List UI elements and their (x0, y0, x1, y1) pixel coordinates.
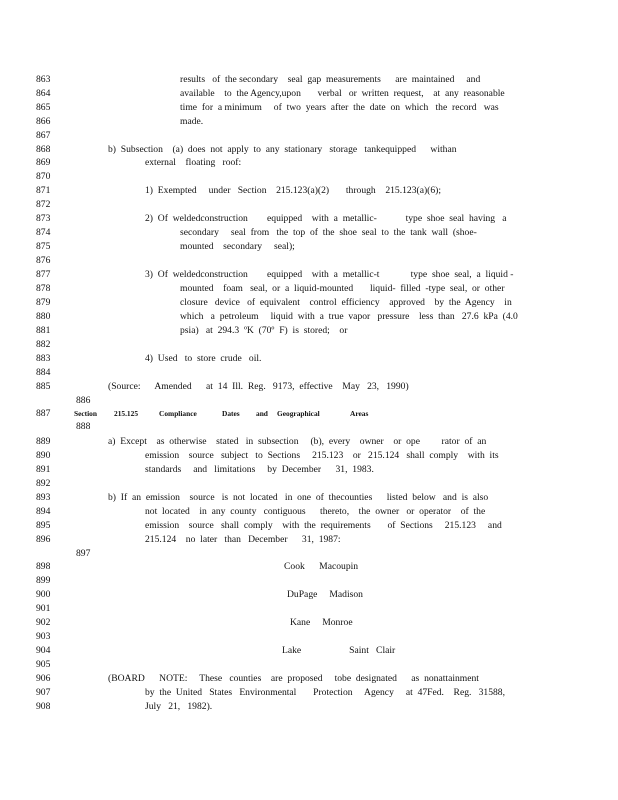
document-text-line: (BOARD NOTE: These counties are proposed tobe designated as nonattainment (108, 673, 479, 684)
document-text-line: made. (180, 116, 204, 127)
line-number: 904 (36, 645, 51, 656)
section-label: Section (74, 409, 97, 418)
document-text-line: secondary seal from the top of the shoe seal to the tank wall (shoe- (180, 227, 477, 238)
line-number: 890 (36, 450, 51, 461)
document-text-line: b) Subsection (a) does not apply to any stationary storage tankequipped withan (108, 144, 457, 155)
line-number: 888 (76, 421, 91, 432)
document-text-line: (Source: Amended at 14 Ill. Reg. 9173, effective May 23, 1990) (108, 381, 409, 392)
document-text-line: emission source shall comply with the requirements of Sections 215.123 and (145, 520, 502, 531)
line-number: 875 (36, 241, 51, 252)
line-number: 884 (36, 367, 51, 378)
line-number: 873 (36, 213, 51, 224)
document-text-line: by the United States Environmental Protection Agency at 47Fed. Reg. 31588, (145, 687, 505, 698)
line-number: 889 (36, 436, 51, 447)
section-title-word: and (256, 409, 268, 418)
line-number: 872 (36, 199, 51, 210)
line-number: 881 (36, 325, 51, 336)
document-text-line: Cook Macoupin (284, 561, 359, 572)
line-number: 908 (36, 701, 51, 712)
line-number: 869 (36, 157, 51, 168)
document-text-line: standards and limitations by December 31, 1983. (145, 464, 374, 475)
document-text-line: July 21, 1982). (145, 701, 213, 712)
line-number: 868 (36, 144, 51, 155)
document-text-line: a) Except as otherwise stated in subsection (b), every owner or ope rator of an (108, 436, 487, 447)
line-number: 891 (36, 464, 51, 475)
line-number: 887 (36, 408, 51, 419)
section-title-word: Compliance (159, 409, 197, 418)
line-number: 876 (36, 255, 51, 266)
document-text-line: Lake Saint Clair (282, 645, 396, 656)
document-text-line: time for a minimum of two years after the date on which the record was (180, 102, 499, 113)
line-number: 877 (36, 269, 51, 280)
line-number: 906 (36, 673, 51, 684)
line-number: 874 (36, 227, 51, 238)
line-number: 899 (36, 575, 51, 586)
line-number: 871 (36, 185, 51, 196)
line-number: 883 (36, 353, 51, 364)
document-text-line: results of the secondary seal gap measurements are maintained and (180, 74, 481, 85)
line-number: 903 (36, 631, 51, 642)
section-title-word: Areas (350, 409, 369, 418)
line-number: 863 (36, 74, 51, 85)
line-number: 893 (36, 492, 51, 503)
document-text-line: b) If an emission source is not located in one of thecounties listed below and is also (108, 492, 489, 503)
line-number: 867 (36, 130, 51, 141)
line-number: 865 (36, 102, 51, 113)
document-text-line: external floating roof: (145, 157, 242, 168)
document-text-line: not located in any county contiguous thereto, the owner or operator of the (145, 506, 486, 517)
line-number: 894 (36, 506, 51, 517)
document-text-line: 2) Of weldedconstruction equipped with a metallic- type shoe seal having a (145, 213, 507, 224)
line-number: 895 (36, 520, 51, 531)
section-number: 215.125 (114, 409, 139, 418)
line-number: 864 (36, 88, 51, 99)
section-title-word: Geographical (277, 409, 320, 418)
document-text-line: Kane Monroe (290, 617, 353, 628)
document-text-line: closure device of equivalent control efficiency approved by the Agency in (180, 297, 512, 308)
line-number: 880 (36, 311, 51, 322)
line-number: 897 (76, 548, 91, 559)
line-number: 882 (36, 339, 51, 350)
line-number: 905 (36, 659, 51, 670)
line-number: 879 (36, 297, 51, 308)
line-number: 898 (36, 561, 51, 572)
document-text-line: available to the Agency,upon verbal or written request, at any reasonable (180, 88, 505, 99)
document-text-line: 4) Used to store crude oil. (145, 353, 262, 364)
line-number: 892 (36, 478, 51, 489)
document-text-line: emission source subject to Sections 215.123 or 215.124 shall comply with its (145, 450, 499, 461)
document-text-line: mounted foam seal, or a liquid-mounted liquid- filled -type seal, or other (180, 283, 505, 294)
line-number: 902 (36, 617, 51, 628)
line-number: 896 (36, 534, 51, 545)
document-text-line: DuPage Madison (287, 589, 363, 600)
line-number: 901 (36, 603, 51, 614)
line-number: 885 (36, 381, 51, 392)
line-number: 870 (36, 171, 51, 182)
document-text-line: 1) Exempted under Section 215.123(a)(2) through 215.123(a)(6); (145, 185, 442, 196)
document-text-line: 215.124 no later than December 31, 1987: (145, 534, 341, 545)
section-title-word: Dates (222, 409, 240, 418)
document-text-line: mounted secondary seal); (180, 241, 295, 252)
line-number: 886 (76, 395, 91, 406)
line-number: 866 (36, 116, 51, 127)
line-number: 900 (36, 589, 51, 600)
document-text-line: which a petroleum liquid with a true vapor pressure less than 27.6 kPa (4.0 (180, 311, 518, 322)
line-number: 907 (36, 687, 51, 698)
document-text-line: 3) Of weldedconstruction equipped with a metallic-t type shoe seal, a liquid - (145, 269, 514, 280)
document-text-line: psia) at 294.3 ºK (70º F) is stored; or (180, 325, 348, 336)
line-number: 878 (36, 283, 51, 294)
